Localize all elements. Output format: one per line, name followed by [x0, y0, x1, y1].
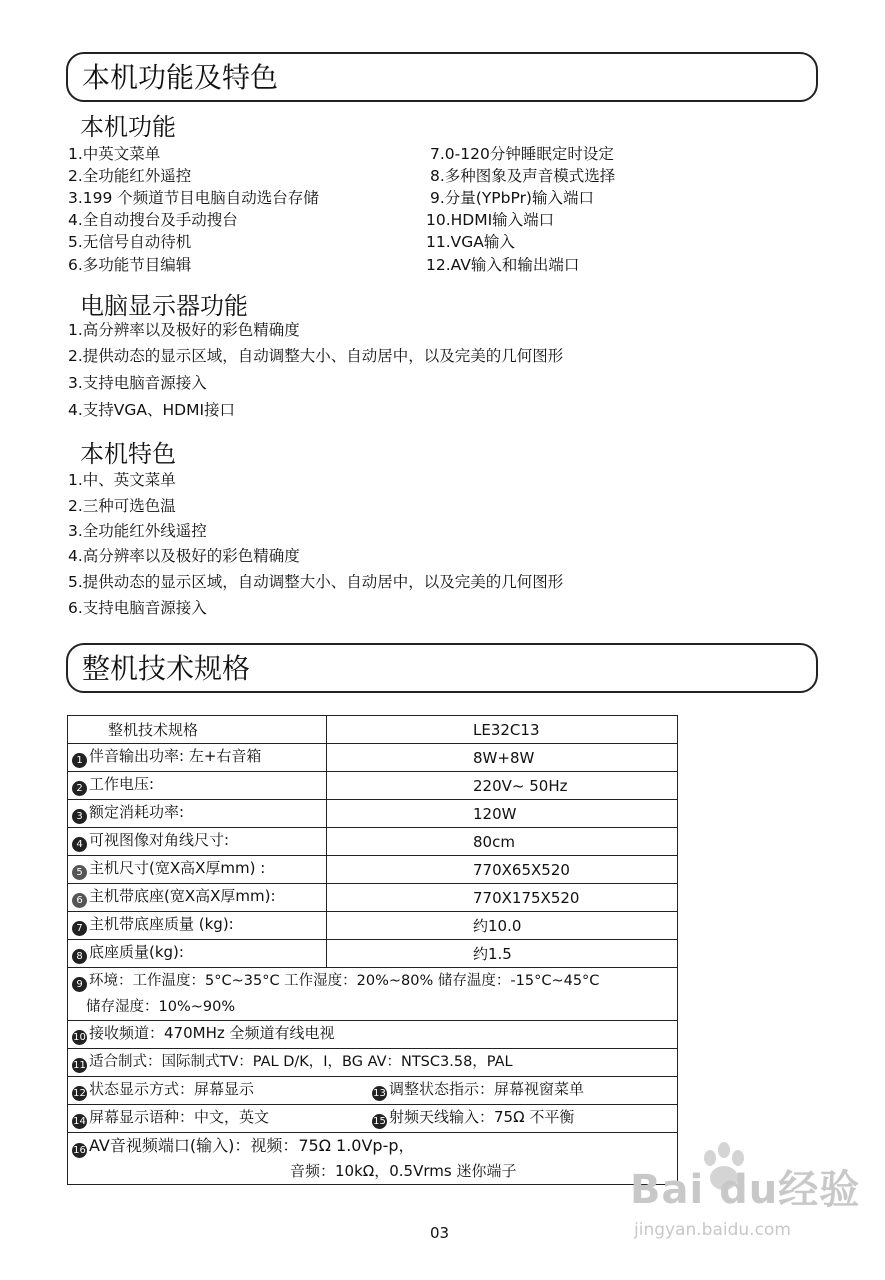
spec-label	[68, 856, 327, 884]
spec-osd	[68, 1105, 678, 1133]
table-row	[68, 856, 678, 884]
feature-item: 5.提供动态的显示区域，自动调整大小、自动居中，以及完美的几何图形	[68, 573, 564, 591]
spec-label	[68, 828, 327, 856]
spec-value	[327, 940, 678, 968]
rf-input-text: 射频天线输入：75Ω 不平衡	[389, 1108, 575, 1126]
spec-value	[327, 884, 678, 912]
pc-monitor-item: 3.支持电脑音源接入	[68, 374, 207, 392]
watermark-logo: Bai du经验	[630, 1167, 861, 1213]
spec-label	[68, 744, 327, 772]
spec-value-text: 约1.5	[473, 944, 512, 963]
number-badge: 8	[72, 949, 87, 964]
page-number: 03	[430, 1224, 450, 1242]
spec-label	[68, 912, 327, 940]
spec-value-text: 8W+8W	[473, 748, 535, 767]
function-item: 1.中英文菜单	[68, 145, 161, 163]
table-row	[68, 744, 678, 772]
section-title-box-specs	[66, 643, 818, 693]
function-item: 7.0-120分钟睡眠定时设定	[430, 145, 614, 163]
number-badge: 9	[72, 977, 87, 992]
table-row	[68, 1133, 678, 1185]
environment-line1: 环境：工作温度：5°C~35°C 工作湿度：20%~80% 储存温度：-15°C~45°C	[89, 973, 600, 989]
number-badge: 6	[72, 893, 87, 908]
table-row	[68, 912, 678, 940]
function-item: 4.全自动搜台及手动搜台	[68, 211, 238, 229]
spec-label-text: 主机带底座(宽X高X厚mm):	[89, 887, 276, 905]
spec-value	[327, 828, 678, 856]
status-display	[72, 1080, 372, 1101]
spec-label-text: 主机尺寸(宽X高X厚mm) :	[89, 859, 266, 877]
number-badge: 5	[72, 865, 87, 880]
spec-label	[68, 772, 327, 800]
spec-value-text: 80cm	[473, 832, 515, 851]
av-line1: AV音视频端口(输入)：视频：75Ω 1.0Vp-p，	[89, 1136, 415, 1155]
number-badge: 12	[73, 1088, 86, 1099]
spec-table	[67, 715, 678, 1185]
number-badge: 4	[72, 837, 87, 852]
spec-system	[68, 1049, 678, 1077]
function-item: 12.AV输入和输出端口	[426, 256, 580, 274]
number-badge: 10	[73, 1032, 86, 1043]
table-row	[68, 1021, 678, 1049]
function-item: 10.HDMI输入端口	[426, 211, 555, 229]
function-item: 3.199 个频道节目电脑自动选台存储	[68, 189, 319, 207]
spec-label	[68, 800, 327, 828]
section-title-specs: 整机技术规格	[82, 652, 251, 685]
spec-value	[327, 800, 678, 828]
table-row	[68, 968, 678, 1021]
number-badge: 15	[373, 1116, 386, 1127]
feature-item: 6.支持电脑音源接入	[68, 599, 207, 617]
table-row	[68, 1077, 678, 1105]
function-item: 2.全功能红外遥控	[68, 167, 192, 185]
spec-environment	[68, 968, 678, 1021]
function-item: 11.VGA输入	[426, 233, 515, 251]
spec-value-text: 220V~ 50Hz	[473, 776, 568, 795]
table-row	[68, 884, 678, 912]
table-row	[68, 828, 678, 856]
spec-value-text: 120W	[473, 804, 517, 823]
spec-av-port	[68, 1133, 678, 1185]
table-row	[68, 1049, 678, 1077]
feature-item: 2.三种可选色温	[68, 497, 176, 515]
table-header-value	[327, 716, 678, 744]
number-badge: 16	[73, 1145, 86, 1156]
header-label-text: 整机技术规格	[108, 720, 199, 739]
watermark-url: jingyan.baidu.com	[634, 1220, 791, 1240]
pc-monitor-item: 4.支持VGA、HDMI接口	[68, 401, 236, 419]
spec-value-text: 770X175X520	[473, 888, 580, 907]
pc-monitor-item: 2.提供动态的显示区域，自动调整大小、自动居中，以及完美的几何图形	[68, 347, 564, 365]
spec-label-text: 伴音输出功率: 左+右音箱	[89, 747, 262, 765]
function-item: 5.无信号自动待机	[68, 233, 192, 251]
function-item: 8.多种图象及声音模式选择	[430, 167, 616, 185]
watermark	[630, 1140, 880, 1250]
spec-label	[68, 884, 327, 912]
spec-label-text: 额定消耗功率:	[89, 803, 185, 821]
spec-value-text: 770X65X520	[473, 860, 570, 879]
spec-label-text: 底座质量(kg):	[89, 943, 184, 961]
feature-item: 3.全功能红外线遥控	[68, 522, 207, 540]
features-heading: 本机特色	[80, 440, 176, 468]
number-badge: 2	[72, 781, 87, 796]
feature-item: 1.中、英文菜单	[68, 471, 176, 489]
spec-label-text: 工作电压:	[89, 775, 155, 793]
table-row	[68, 716, 678, 744]
spec-value	[327, 772, 678, 800]
number-badge: 11	[73, 1060, 86, 1071]
table-row	[68, 940, 678, 968]
spec-label-text: 主机带底座质量 (kg):	[89, 915, 234, 933]
feature-item: 4.高分辨率以及极好的彩色精确度	[68, 547, 300, 565]
table-row	[68, 800, 678, 828]
table-row	[68, 772, 678, 800]
spec-reception	[68, 1021, 678, 1049]
number-badge: 13	[373, 1088, 386, 1099]
section-title-box-features	[66, 52, 818, 102]
status-indicator-text: 调整状态指示：屏幕视窗菜单	[389, 1080, 585, 1098]
section-title-features: 本机功能及特色	[82, 61, 279, 94]
spec-value	[327, 856, 678, 884]
spec-label	[68, 940, 327, 968]
osd-language	[72, 1108, 372, 1129]
osd-language-text: 屏幕显示语种：中文，英文	[89, 1108, 270, 1126]
number-badge: 7	[72, 921, 87, 936]
status-display-text: 状态显示方式：屏幕显示	[89, 1080, 255, 1098]
spec-value	[327, 912, 678, 940]
system-text: 适合制式：国际制式TV：PAL D/K，I，BG AV：NTSC3.58，PAL	[89, 1054, 513, 1070]
pc-monitor-heading: 电脑显示器功能	[80, 292, 248, 320]
spec-value-text: 约10.0	[473, 916, 522, 935]
table-row	[68, 1105, 678, 1133]
environment-line2: 储存湿度：10%~90%	[86, 999, 236, 1015]
reception-text: 接收频道：470MHz 全频道有线电视	[89, 1024, 335, 1042]
functions-heading: 本机功能	[80, 113, 176, 141]
spec-value	[327, 744, 678, 772]
spec-status	[68, 1077, 678, 1105]
function-item: 9.分量(YPbPr)输入端口	[430, 189, 594, 207]
pc-monitor-item: 1.高分辨率以及极好的彩色精确度	[68, 321, 300, 339]
header-value-text: LE32C13	[473, 720, 540, 739]
av-line2: 音频：10kΩ，0.5Vrms 迷你端子	[290, 1162, 517, 1180]
number-badge: 3	[72, 809, 87, 824]
number-badge: 14	[73, 1116, 86, 1127]
number-badge: 1	[72, 753, 87, 768]
function-item: 6.多功能节目编辑	[68, 256, 192, 274]
spec-label-text: 可视图像对角线尺寸:	[89, 831, 230, 849]
table-header-label	[68, 716, 327, 744]
